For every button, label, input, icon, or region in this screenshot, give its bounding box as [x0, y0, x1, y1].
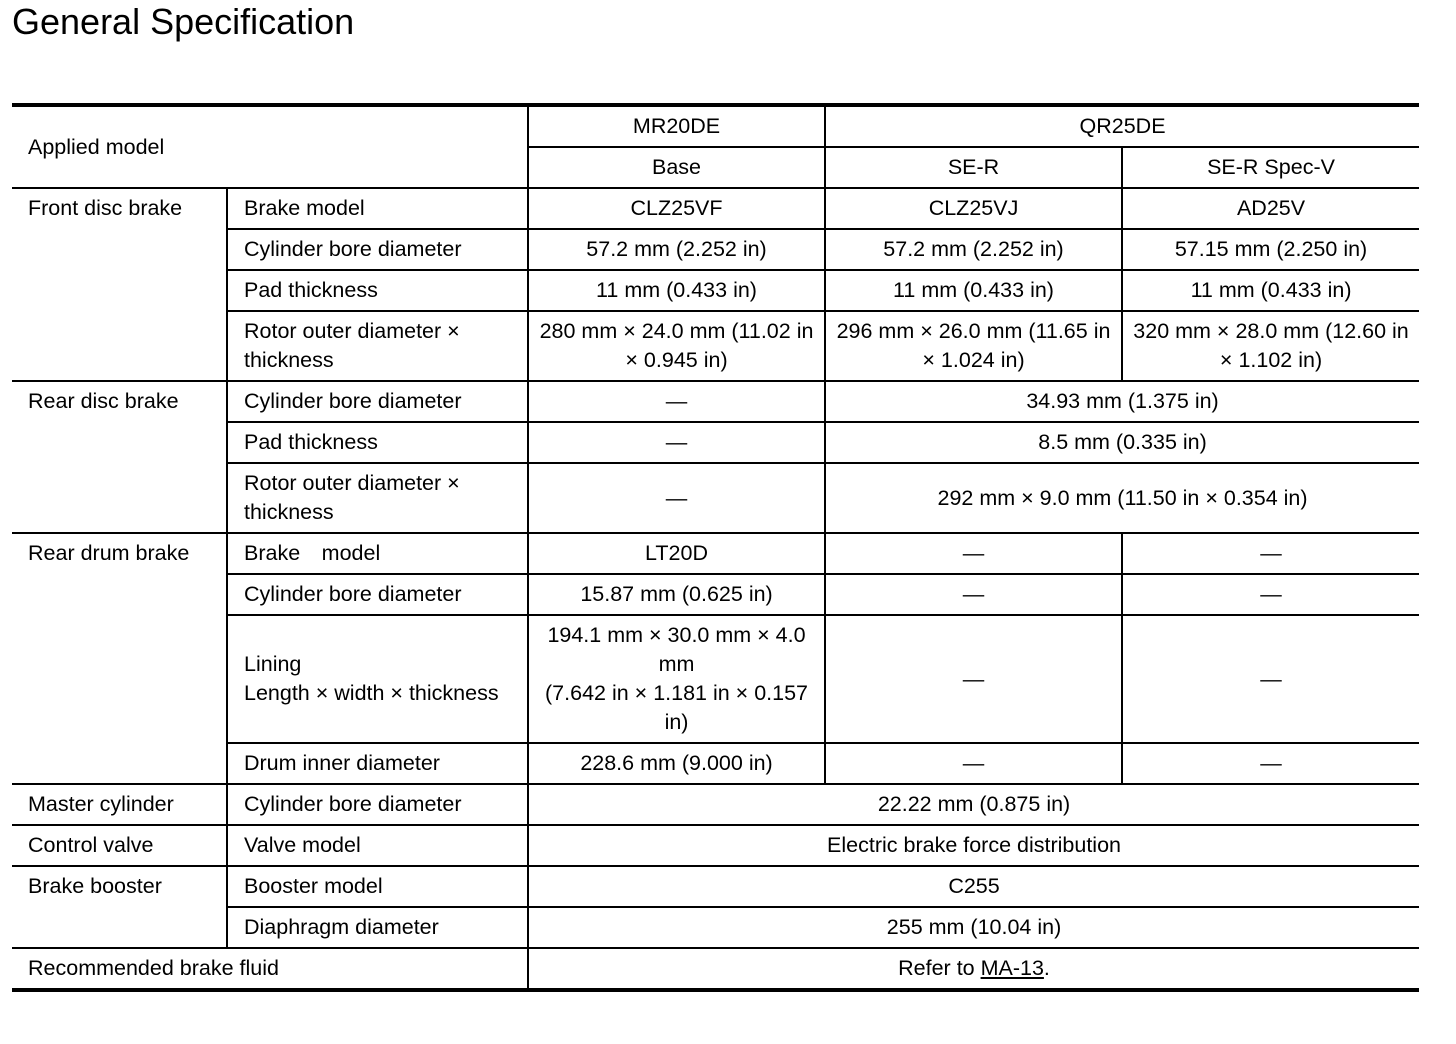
group-rear-disc-brake: Rear disc brake — [12, 381, 227, 533]
cell-value: — — [528, 381, 825, 422]
row-label: Drum inner diameter — [227, 743, 528, 784]
row-label: Pad thickness — [227, 422, 528, 463]
lining-value-mm: 194.1 mm × 30.0 mm × 4.0 mm — [547, 623, 806, 676]
engine-mr20de: MR20DE — [528, 105, 825, 147]
trim-base: Base — [528, 147, 825, 188]
table-row — [12, 188, 1419, 229]
lining-label: Lining — [244, 652, 302, 676]
lining-value-in: (7.642 in × 1.181 in × 0.157 in) — [545, 681, 809, 734]
row-label: Cylinder bore diameter — [227, 381, 528, 422]
row-label: Cylinder bore diameter — [227, 229, 528, 270]
cell-value: — — [528, 422, 825, 463]
group-rear-drum-brake: Rear drum brake — [12, 533, 227, 784]
table-row — [12, 866, 1419, 907]
cell-value: CLZ25VJ — [825, 188, 1122, 229]
cell-value: 22.22 mm (0.875 in) — [528, 784, 1419, 825]
row-label: Brake model — [227, 533, 528, 574]
cell-value — [528, 948, 1419, 990]
cell-value: 280 mm × 24.0 mm (11.02 in × 0.945 in) — [528, 311, 825, 381]
cell-value: AD25V — [1122, 188, 1419, 229]
trim-se-r: SE-R — [825, 147, 1122, 188]
cell-value: CLZ25VF — [528, 188, 825, 229]
row-label: Pad thickness — [227, 270, 528, 311]
table-row — [12, 784, 1419, 825]
engine-qr25de: QR25DE — [825, 105, 1419, 147]
lining-dimensions-label: Length × width × thickness — [244, 681, 499, 705]
recommended-brake-fluid-label: Recommended brake fluid — [12, 948, 528, 990]
cell-value: — — [1122, 574, 1419, 615]
fluid-suffix: . — [1043, 956, 1050, 980]
row-label: Rotor outer diameter × thickness — [227, 311, 528, 381]
cell-value: C255 — [528, 866, 1419, 907]
cell-value: — — [825, 533, 1122, 574]
cell-value — [528, 615, 825, 743]
row-label: Cylinder bore diameter — [227, 784, 528, 825]
page-title: General Specification — [12, 1, 355, 42]
row-label: Valve model — [227, 825, 528, 866]
trim-se-r-spec-v: SE-R Spec-V — [1122, 147, 1419, 188]
cell-value: LT20D — [528, 533, 825, 574]
table-row — [12, 825, 1419, 866]
row-label: Brake model — [227, 188, 528, 229]
table-row — [12, 948, 1419, 990]
cell-value: — — [825, 615, 1122, 743]
group-brake-booster: Brake booster — [12, 866, 227, 948]
cell-value: 57.15 mm (2.250 in) — [1122, 229, 1419, 270]
cell-value: 292 mm × 9.0 mm (11.50 in × 0.354 in) — [825, 463, 1419, 533]
row-label: Booster model — [227, 866, 528, 907]
cell-value: — — [825, 743, 1122, 784]
table-row — [12, 381, 1419, 422]
group-control-valve: Control valve — [12, 825, 227, 866]
cell-value: 11 mm (0.433 in) — [1122, 270, 1419, 311]
cell-value: 15.87 mm (0.625 in) — [528, 574, 825, 615]
group-master-cylinder: Master cylinder — [12, 784, 227, 825]
cell-value: 57.2 mm (2.252 in) — [825, 229, 1122, 270]
cell-value: 57.2 mm (2.252 in) — [528, 229, 825, 270]
cell-value: — — [1122, 533, 1419, 574]
ma-13-link[interactable]: MA-13 — [980, 956, 1044, 980]
cell-value: 296 mm × 26.0 mm (11.65 in × 1.024 in) — [825, 311, 1122, 381]
spec-table — [12, 103, 1419, 992]
cell-value: 255 mm (10.04 in) — [528, 907, 1419, 948]
fluid-prefix: Refer to — [898, 956, 981, 980]
applied-model-label: Applied model — [12, 105, 528, 188]
header-row-engine — [12, 105, 1419, 147]
row-label: Cylinder bore diameter — [227, 574, 528, 615]
cell-value: 11 mm (0.433 in) — [528, 270, 825, 311]
cell-value: — — [1122, 743, 1419, 784]
cell-value: Electric brake force distribution — [528, 825, 1419, 866]
cell-value: 8.5 mm (0.335 in) — [825, 422, 1419, 463]
cell-value: — — [825, 574, 1122, 615]
cell-value: — — [528, 463, 825, 533]
row-label: Diaphragm diameter — [227, 907, 528, 948]
group-front-disc-brake: Front disc brake — [12, 188, 227, 381]
cell-value: 11 mm (0.433 in) — [825, 270, 1122, 311]
row-label — [227, 615, 528, 743]
cell-value: — — [1122, 615, 1419, 743]
cell-value: 320 mm × 28.0 mm (12.60 in × 1.102 in) — [1122, 311, 1419, 381]
table-row — [12, 533, 1419, 574]
row-label: Rotor outer diameter × thickness — [227, 463, 528, 533]
cell-value: 228.6 mm (9.000 in) — [528, 743, 825, 784]
cell-value: 34.93 mm (1.375 in) — [825, 381, 1419, 422]
